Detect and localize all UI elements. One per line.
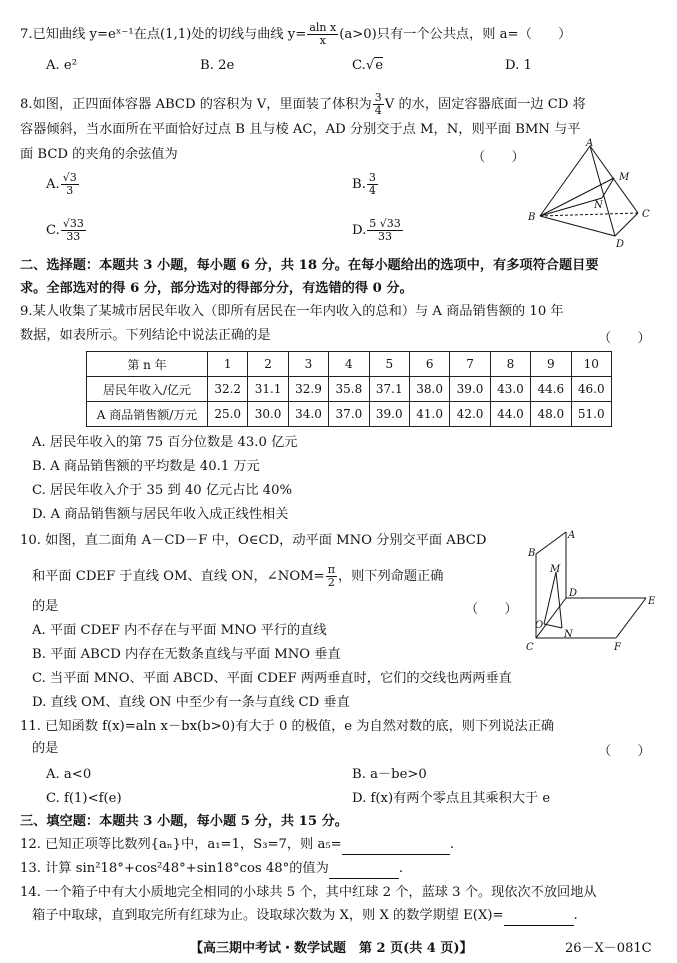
q10-answer-paren: （ ） [465, 602, 518, 617]
q8-line1: 8.如图，正四面体容器 ABCD 的容积为 V，里面装了体积为 $\frac{3}{4}$ V 的水，固定容器底面一边 CD 将 [20, 91, 586, 117]
q10-line2: 和平面 CDEF 于直线 OM、直线 ON，∠NOM= $\frac{\pi}{2}$ ，则下列命题正确 [32, 563, 444, 589]
q11-answer-paren: （ ） [598, 744, 651, 759]
q14-line2: 箱子中取球，直到取完所有红球为止。设取球次数为 X，则 X 的数学期望 E(X)= . [32, 907, 578, 926]
table-cell: 39.0 [450, 377, 490, 402]
table-cell: 第 n 年 [87, 352, 208, 377]
q14-line1: 14. 一个箱子中有大小质地完全相同的小球共 5 个，其中红球 2 个，蓝球 3 个。现依次不放回地从 [20, 885, 597, 900]
table-cell: 居民年收入/亿元 [87, 377, 208, 402]
table-cell: 41.0 [409, 402, 449, 427]
q10-label-E: E [648, 596, 656, 607]
q11-line1: 11. 已知函数 f(x)=aln x－bx(b>0)有大于 0 的极值，e 为自然对数的底，则下列说法正确 [20, 719, 555, 734]
section3-title: 三、填空题：本题共 3 小题，每小题 5 分，共 15 分。 [20, 814, 348, 829]
table-cell: 34.0 [288, 402, 328, 427]
q10-label-A: A [568, 530, 576, 541]
table-cell: 6 [409, 352, 449, 377]
q9-option-b: B. A 商品销售额的平均数是 40.1 万元 [32, 459, 260, 474]
q7-stem: 7.已知曲线 y=eˣ⁻¹在点(1,1)处的切线与曲线 y= $\frac{\text{aln x}}{x}$ (a>0)只有一个公共点，则 a=（ ） [20, 21, 572, 47]
q10-dihedral-figure [518, 526, 660, 654]
q7-option-d: D. 1 [505, 58, 532, 73]
section2-line2: 求。全部选对的得 6 分，部分选对的得部分分，有选错的得 0 分。 [20, 281, 413, 296]
table-cell: 46.0 [571, 377, 611, 402]
q8-option-a: A. $\frac{√3}{3}$ [46, 171, 77, 197]
table-cell: 51.0 [571, 402, 611, 427]
table-cell: 48.0 [531, 402, 571, 427]
table-cell: 44.0 [490, 402, 530, 427]
q13-text: 13. 计算 sin²18°+cos²48°+sin18°cos 48°的值为 . [20, 860, 403, 879]
table-cell: 10 [571, 352, 611, 377]
footer-page-info: 【高三期中考试・数学试题 第 2 页(共 4 页)】 [190, 941, 473, 956]
table-cell: 37.1 [369, 377, 409, 402]
q8-label-C: C [642, 209, 650, 220]
table-cell: 38.0 [409, 377, 449, 402]
table-cell: 4 [329, 352, 369, 377]
q10-label-M: M [550, 564, 561, 575]
q10-option-d: D. 直线 OM、直线 ON 中至少有一条与直线 CD 垂直 [32, 695, 350, 710]
table-cell: 37.0 [329, 402, 369, 427]
q7-option-b: B. 2e [200, 58, 235, 73]
q10-option-b: B. 平面 ABCD 内存在无数条直线与平面 MNO 垂直 [32, 647, 341, 662]
q8-label-M: M [619, 172, 630, 183]
table-cell: 42.0 [450, 402, 490, 427]
table-cell: 44.6 [531, 377, 571, 402]
table-cell: 25.0 [208, 402, 248, 427]
q8-label-A: A [586, 138, 594, 149]
q10-line1: 10. 如图，直二面角 A－CD－F 中，O∈CD，动平面 MNO 分别交平面 ABCD [20, 533, 487, 548]
q10-fraction: $\frac{\pi}{2}$ [327, 563, 335, 589]
q8-label-B: B [528, 212, 536, 223]
section2-line1: 二、选择题：本题共 3 小题，每小题 6 分，共 18 分。在每小题给出的选项中，有多项符合题目要 [20, 258, 599, 273]
q9-data-table [86, 351, 612, 427]
table-cell: 43.0 [490, 377, 530, 402]
q10-label-D: D [569, 588, 578, 599]
table-cell: 35.8 [329, 377, 369, 402]
table-cell: 32.9 [288, 377, 328, 402]
q7-fraction: $\frac{\text{aln x}}{x}$ [309, 21, 337, 47]
q11-option-a: A. a<0 [46, 767, 92, 782]
footer-code: 26－X－081C [565, 941, 652, 956]
q11-option-b: B. a－be>0 [352, 767, 427, 782]
table-cell: 39.0 [369, 402, 409, 427]
q8-line3: 面 BCD 的夹角的余弦值为 [20, 147, 178, 162]
q9-line2: 数据，如表所示。下列结论中说法正确的是 [20, 328, 271, 343]
q12-answer-blank [342, 836, 450, 855]
q8-answer-paren: （ ） [472, 150, 525, 165]
q10-label-N: N [564, 629, 573, 640]
q8-label-D: D [616, 239, 625, 250]
q9-line1: 9.某人收集了某城市居民年收入（即所有居民在一年内收入的总和）与 A 商品销售额的 10 年 [20, 304, 564, 319]
q10-label-O: O [535, 620, 544, 631]
q8-option-d: D. $\frac{5 √33}{33}$ [352, 217, 401, 243]
q9-option-a: A. 居民年收入的第 75 百分位数是 43.0 亿元 [32, 435, 298, 450]
table-cell: 7 [450, 352, 490, 377]
q7-option-c: C.√e [352, 58, 384, 73]
table-cell: 30.0 [248, 402, 288, 427]
q8-option-c: C. $\frac{√33}{33}$ [46, 217, 84, 243]
table-cell: A 商品销售额/万元 [87, 402, 208, 427]
q14-answer-blank [504, 907, 574, 926]
q9-answer-paren: （ ） [598, 331, 651, 346]
table-header-row [87, 352, 612, 377]
table-cell: 9 [531, 352, 571, 377]
table-cell: 8 [490, 352, 530, 377]
table-row [87, 402, 612, 427]
q11-option-d: D. f(x)有两个零点且其乘积大于 e [352, 791, 551, 806]
table-cell: 3 [288, 352, 328, 377]
table-cell: 1 [208, 352, 248, 377]
q9-option-c: C. 居民年收入介于 35 到 40 亿元占比 40% [32, 483, 293, 498]
q10-label-B: B [528, 548, 536, 559]
q10-label-C: C [526, 642, 534, 653]
table-cell: 31.1 [248, 377, 288, 402]
table-cell: 5 [369, 352, 409, 377]
q11-line2: 的是 [32, 741, 59, 756]
q12-text: 12. 已知正项等比数列{aₙ}中，a₁=1，S₃=7，则 a₅= . [20, 836, 454, 855]
q10-option-c: C. 当平面 MNO、平面 ABCD、平面 CDEF 两两垂直时，它们的交线也两两垂直 [32, 671, 512, 686]
table-row [87, 377, 612, 402]
q8-tetrahedron-figure [520, 138, 660, 250]
q10-option-a: A. 平面 CDEF 内不存在与平面 MNO 平行的直线 [32, 623, 327, 638]
q9-option-d: D. A 商品销售额与居民年收入成正线性相关 [32, 507, 289, 522]
q10-line3: 的是 [32, 599, 59, 614]
q8-fraction: $\frac{3}{4}$ [374, 91, 382, 117]
table-cell: 2 [248, 352, 288, 377]
q7-option-a: A. e² [46, 58, 77, 73]
q10-label-F: F [614, 642, 621, 653]
q11-option-c: C. f(1)<f(e) [46, 791, 122, 806]
q8-option-b: B. $\frac{3}{4}$ [352, 171, 376, 197]
q8-line2: 容器倾斜，当水面所在平面恰好过点 B 且与棱 AC，AD 分别交于点 M，N，则平面 BMN 与平 [20, 122, 581, 137]
table-cell: 32.2 [208, 377, 248, 402]
q13-answer-blank [329, 860, 399, 879]
q8-label-N: N [594, 200, 603, 211]
